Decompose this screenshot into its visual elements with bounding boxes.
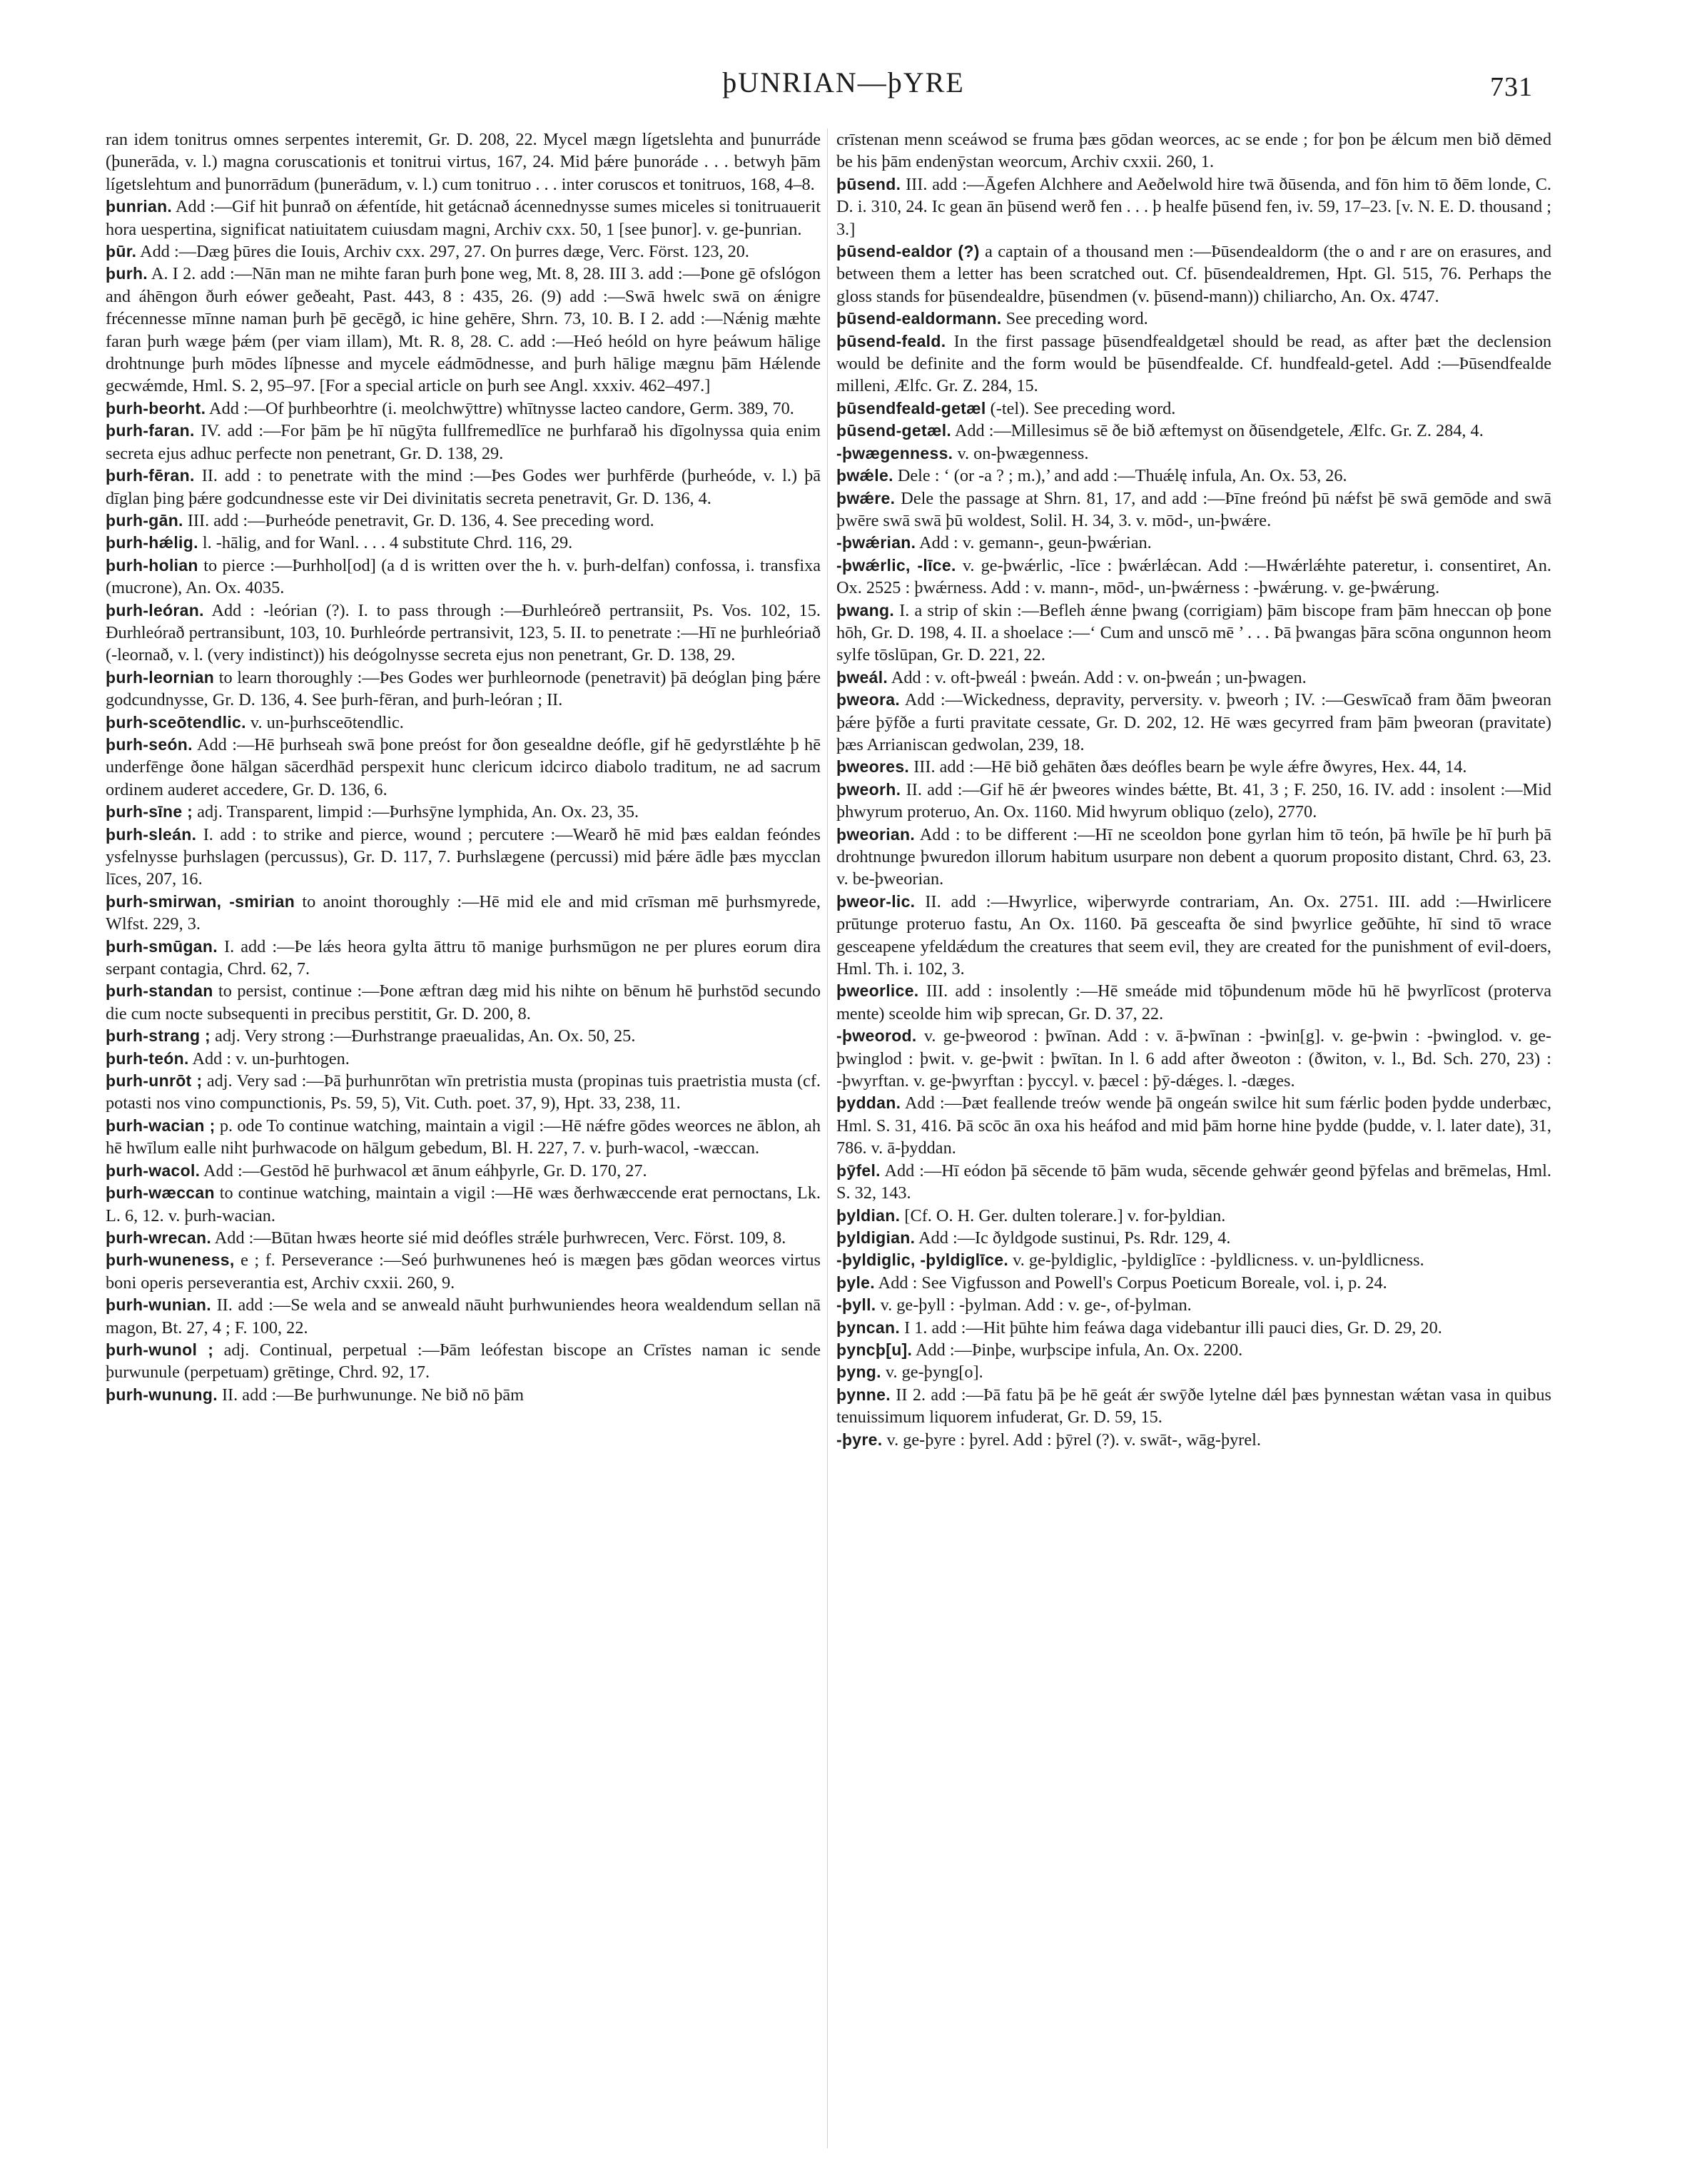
dictionary-entry: [836, 330, 1551, 398]
entry-headword: þweorh.: [836, 779, 901, 799]
dictionary-entry: [836, 420, 1551, 442]
entry-headword: þwǽle.: [836, 466, 893, 485]
entry-text: Dele : ‘ (or -a ? ; m.),’ and add :—Thuǽlę infula, An. Ox. 53, 26.: [897, 466, 1347, 486]
entry-headword: þwǽre.: [836, 488, 896, 507]
entry-headword: þyle.: [836, 1273, 875, 1292]
entry-headword: þwang.: [836, 600, 895, 620]
dictionary-entry: [106, 1339, 821, 1384]
entry-text: Add :—Hē þurhseah swā þone preóst for ðon gesealdne deófle, gif hē gedyrstlǽhte þ hē underfēnge ðone hālgan sācerdhād perspexit hunc clericum idcirco diabolo traditum, ne ad sacrum ordinem auderet accedere, Gr. D. 136, 6.: [106, 734, 821, 799]
entry-headword: þurh-smūgan.: [106, 936, 218, 956]
dictionary-entry: [836, 1272, 1551, 1294]
entry-text: v. ge-þyng[o].: [885, 1363, 983, 1382]
dictionary-entry: [836, 1025, 1551, 1092]
dictionary-entry: [836, 980, 1551, 1025]
entry-headword: þunrian.: [106, 197, 173, 216]
entry-text: Add :—Gif hit þunrað on ǽfentíde, hit getácnað ácennednysse sumes miceles si tonitruauerit hora uespertina, significat natiuitatem cuiusdam magni, Archiv cxx. 50, 1 [see þunor]. v. ge-þunrian.: [106, 197, 821, 239]
entry-text: (-tel). See preceding word.: [990, 398, 1176, 418]
dictionary-entry: [106, 1025, 821, 1047]
entry-text: II. add :—Se wela and se anweald nāuht þurhwuniendes heora wealdendum sellan nā magon, Bt. 27, 4 ; F. 100, 22.: [106, 1295, 821, 1338]
entry-headword: þurh-leornian: [106, 667, 215, 687]
dictionary-entry: [106, 398, 821, 420]
entry-headword: þurh-fēran.: [106, 466, 195, 485]
entry-headword: þurh-faran.: [106, 421, 195, 440]
dictionary-entry: [106, 936, 821, 981]
dictionary-entry: [106, 712, 821, 734]
entry-text: II 2. add :—Þā fatu þā þe hē geát ǽr swȳðe lytelne dǽl þæs þynnestan wǽtan vasa in quibus tenuissimum liquorem infuderat, Gr. D. 59, 15.: [836, 1385, 1551, 1427]
dictionary-entry: [836, 1092, 1551, 1159]
entry-text: Add : -leórian (?). I. to pass through :—Ðurhleóreð pertransiit, Ps. Vos. 102, 15. Ðurhleórað pertransibunt, 103, 10. Þurhleórde pertransivit, 123, 5. II. to penetrate :—Hī ne þurhleóriað (-leornað, v. l. (very indistinct)) his deógolnysse secreta ejus non penetrant, Gr. D. 138, 29.: [106, 600, 821, 665]
entry-text: v. on-þwægenness.: [957, 443, 1089, 463]
dictionary-entry: [836, 1339, 1551, 1361]
entry-text: II. add :—Be þurhwununge. Ne bið nō þām: [221, 1385, 525, 1405]
entry-headword: -þwǽrian.: [836, 533, 916, 552]
running-head: þUNRIAN—þYRE: [722, 66, 965, 98]
dictionary-entry: [836, 128, 1551, 173]
dictionary-entry: [836, 1160, 1551, 1205]
entry-text: Add : v. gemann-, geun-þwǽrian.: [919, 533, 1152, 553]
entry-headword: þurh-wacian ;: [106, 1116, 216, 1135]
entry-headword: þurh-sleán.: [106, 824, 197, 844]
dictionary-entry: [836, 1384, 1551, 1429]
entry-headword: þurh-sceōtendlic.: [106, 712, 246, 732]
dictionary-entry: [836, 824, 1551, 891]
entry-headword: þurh-beorht.: [106, 398, 206, 418]
entry-text: Add :—Wickedness, depravity, perversity. v. þweorh ; IV. :—Geswīcað fram ðām þweoran þǽre þȳfðe a furti pravitate cessate, Gr. D. 202, 12. Hē wæs gecyrred fram þām þweoran (pravitate) þæs Arrianiscan gedwolan, 239, 18.: [836, 690, 1551, 754]
entry-text: I. add :—Þe lǽs heora gylta āttru tō manige þurhsmūgon ne per plures eorum dira serpant contagia, Chrd. 62, 7.: [106, 936, 821, 979]
entry-text: See preceding word.: [1005, 309, 1148, 329]
entry-text: crīstenan menn sceáwod se fruma þæs gōdan weorces, ac se ende ; for þon þe ǽlcum men bið dēmed be his þām endenȳstan weorcum, Archiv cxxii. 260, 1.: [836, 130, 1551, 172]
entry-headword: þurh-wunian.: [106, 1295, 211, 1315]
entry-text: to continue watching, maintain a vigil :—Hē wæs ðerhwæccende erat pernoctans, Lk. L. 6, 12. v. þurh-wacian.: [106, 1183, 821, 1225]
entry-text: Add :—Dæg þūres die Iouis, Archiv cxx. 297, 27. On þurres dæge, Verc. Först. 123, 20.: [140, 242, 750, 262]
entry-text: v. un-þurhsceōtendlic.: [250, 712, 404, 732]
entry-headword: þweorian.: [836, 824, 916, 844]
entry-text: II. add :—Hwyrlice, wiþerwyrde contrariam, An. Ox. 2751. III. add :—Hwirlicere prūtunge proteruo fastu, An Ox. 1160. Þā gesceafta ðe sind þwyrlice geðūhte, hī sind tō wrace gesceapene yfeldǽdum the creatures that seem evil, they are created for the punishment of evil-doers, Hml. Th. i. 102, 3.: [836, 891, 1551, 979]
entry-text: Add :—Gestōd hē þurhwacol æt ānum eáhþyrle, Gr. D. 170, 27.: [203, 1161, 647, 1181]
dictionary-entry: [106, 465, 821, 510]
dictionary-entry: [106, 1160, 821, 1182]
entry-headword: þweál.: [836, 667, 888, 687]
entry-text: Add : v. un-þurhtogen.: [192, 1048, 350, 1068]
entry-headword: þurh-leóran.: [106, 600, 204, 620]
dictionary-entry: [106, 1249, 821, 1294]
entry-text: to persist, continue :—Þone æftran dæg mid his nihte on bēnum hē þurhstōd secundo die cum nocte subsequenti in precibus perstitit, Gr. D. 200, 8.: [106, 981, 821, 1023]
dictionary-entry: [106, 801, 821, 823]
entry-text: Dele the passage at Shrn. 81, 17, and add :—Þīne freónd þū nǽfst þē swā gemōde and swā þwēre swā swā þū woldest, Solil. H. 34, 3. v. mōd-, un-þwǽre.: [836, 488, 1551, 530]
entry-headword: þurh.: [106, 264, 148, 283]
entry-text: Add : to be different :—Hī ne sceoldon þone gyrlan him tō teón, þā hwīle þe hī þurh þā drohtnunge þwuredon illorum habitum usurpare non debent a quorum proposito distant, Chrd. 63, 23. v. be-þweorian.: [836, 824, 1551, 889]
dictionary-entry: [106, 241, 821, 263]
entry-headword: -þyre.: [836, 1430, 883, 1449]
entry-text: Add :—Millesimus sē ðe bið æftemyst on ðūsendgetele, Ælfc. Gr. Z. 284, 4.: [954, 421, 1484, 441]
dictionary-entry: [836, 689, 1551, 756]
dictionary-entry: [836, 1361, 1551, 1383]
entry-headword: þūsend.: [836, 174, 901, 193]
entry-headword: þyldian.: [836, 1205, 901, 1225]
dictionary-entry: [836, 1317, 1551, 1339]
dictionary-entry: [106, 980, 821, 1025]
entry-text: III. add :—Hē bið gehāten ðæs deófles bearn þe wyle ǽfre ðwyres, Hex. 44, 14.: [913, 757, 1467, 777]
entry-text: adj. Continual, perpetual :—Þām leófestan biscope an Crīstes naman ic sende þurwunule (perpetuam) grētinge, Chrd. 92, 17.: [106, 1340, 821, 1382]
entry-headword: þūsend-ealdormann.: [836, 309, 1002, 328]
entry-headword: -þwǽrlic, -līce.: [836, 555, 956, 575]
entry-text: adj. Transparent, limpid :—Þurhsȳne lymphida, An. Ox. 23, 35.: [197, 802, 639, 822]
dictionary-entry: [106, 824, 821, 891]
entry-headword: -þyldiglic, -þyldiglīce.: [836, 1250, 1009, 1270]
dictionary-entry: [836, 1227, 1551, 1249]
entry-headword: þurh-strang ;: [106, 1026, 211, 1046]
entry-headword: þurh-smirwan, -smirian: [106, 891, 295, 911]
dictionary-entry: [106, 555, 821, 600]
entry-text: III. add :—Þurheóde penetravit, Gr. D. 136, 4. See preceding word.: [187, 510, 654, 530]
dictionary-entry: [106, 263, 821, 397]
entry-headword: þurh-standan: [106, 981, 213, 1001]
entry-headword: þurh-wrecan.: [106, 1228, 212, 1247]
entry-headword: þyncan.: [836, 1318, 901, 1337]
dictionary-entry: [106, 1227, 821, 1249]
entry-headword: þūsend-feald.: [836, 331, 946, 350]
dictionary-entry: [836, 1429, 1551, 1451]
dictionary-entry: [106, 1294, 821, 1339]
entry-text: p. ode To continue watching, maintain a vigil :—Hē nǽfre gōdes weorces ne āblon, ah hē hwīlum ealle niht þurhwacode on hālgum gebedum, Bl. H. 227, 7. v. þurh-wacol, -wæccan.: [106, 1116, 821, 1158]
left-column: [106, 128, 821, 2155]
entry-headword: þūsend-ealdor (?): [836, 242, 980, 261]
dictionary-entry: [836, 443, 1551, 465]
entry-headword: þurh-sīne ;: [106, 802, 193, 821]
entry-text: v. ge-þyre : þyrel. Add : þȳrel (?). v. swāt-, wāg-þyrel.: [886, 1430, 1261, 1450]
dictionary-entry: [836, 532, 1551, 554]
entry-text: II. add :—Gif hē ǽr þweores windes bǽtte, Bt. 41, 3 ; F. 250, 16. IV. add : insolent :—Mid þhwyrum proteruo, An. Ox. 1160. Mid hwyrum obliquo (zelo), 2770.: [836, 779, 1551, 822]
entry-text: Add :—Hī eódon þā sēcende tō þām wuda, sēcende gehwǽr geond þȳfelas and brēmelas, Hml. S. 32, 143.: [836, 1161, 1551, 1203]
dictionary-entry: [836, 487, 1551, 532]
dictionary-entry: [106, 1384, 821, 1406]
dictionary-entry: [836, 173, 1551, 241]
entry-headword: þūsendfeald-getæl: [836, 398, 986, 418]
column-divider: [827, 128, 828, 2148]
entry-text: v. ge-þwǽrlic, -līce : þwǽrlǽcan. Add :—Hwǽrlǽhte pateretur, i. consentiret, An. Ox. 2525 : þwǽrness. Add : v. mann-, mōd-, un-þwǽrness : -þwǽrung. v. ge-þwǽrung.: [836, 555, 1551, 598]
entry-text: A. I 2. add :—Nān man ne mihte faran þurh þone weg, Mt. 8, 28. III 3. add :—Þone gē ofslógon and áhēngon ðurh eówer geðeaht, Past. 443, 8 : 435, 26. (9) add :—Swā hwelc swā on ǽnigre frécennesse mīnne naman þurh þē gecēgð, ic hine gehēre, Shrn. 73, 10. B. I 2. add :—Nǽnig mæhte faran þurh wæge þǽm (per viam illam), Mt. R. 8, 28. C. add :—Heó heóld on hyre þeáwum hālige drohtnunge þurh mōdes líþnesse and mycele eádmōdnesse, and þurh hālige mægnu þām Hǽlende gecwǽmde, Hml. S. 2, 95–97. [For a special article on þurh see Angl. xxxiv. 462–497.]: [106, 264, 821, 396]
dictionary-entry: [106, 1182, 821, 1227]
dictionary-entry: [106, 1115, 821, 1160]
entry-text: II. add : to penetrate with the mind :—Þes Godes wer þurhfērde (þurheóde, v. l.) þā dīglan þing þǽre godcundnesse este vir Dei divinitatis secreta penetravit, Gr. D. 136, 4.: [106, 466, 821, 508]
dictionary-entry: [106, 600, 821, 667]
entry-headword: þurh-unrōt ;: [106, 1071, 203, 1091]
dictionary-entry: [836, 241, 1551, 308]
entry-text: ran idem tonitrus omnes serpentes interemit, Gr. D. 208, 22. Mycel mægn lígetslehta and þunurráde (þunerāda, v. l.) magna coruscationis et tonitrui virtus, 167, 24. Mid þǽre þunoráde . . . betwyh þām lígetslehtum and þunorrādum (þunerādum, v. l.) cum tonitruo . . . inter coruscos et tonitruos, 168, 4–8.: [106, 130, 821, 194]
page-number: 731: [1490, 72, 1533, 102]
entry-text: to pierce :—Þurhhol[od] (a d is written over the h. v. þurh-delfan) confossa, i. transfixa (mucrone), An. Ox. 4035.: [106, 555, 821, 598]
dictionary-entry: [836, 1249, 1551, 1271]
entry-text: adj. Very strong :—Ðurhstrange praeualidas, An. Ox. 50, 25.: [215, 1026, 636, 1046]
dictionary-entry: [106, 1070, 821, 1115]
entry-text: I 1. add :—Hit þūhte him feáwa daga videbantur illi pauci dies, Gr. D. 29, 20.: [904, 1318, 1442, 1338]
dictionary-entry: [106, 1048, 821, 1070]
entry-headword: þynne.: [836, 1385, 891, 1404]
right-column: [836, 128, 1551, 2155]
dictionary-entry: [106, 667, 821, 712]
entry-text: [Cf. O. H. Ger. dulten tolerare.] v. for-þyldian.: [904, 1205, 1226, 1225]
entry-text: III. add :—Āgefen Alchhere and Aeðelwold hire twā ðūsenda, and fōn him tō ðēm londe, C. D. i. 310, 24. Ic gean ān þūsend werð fen . . . þ healfe þūsend fen, iv. 59, 17–23. [v. N. E. D. thousand ; 3.]: [836, 174, 1551, 239]
entry-text: v. ge-þyldiglic, -þyldiglīce : -þyldlicness. v. un-þyldlicness.: [1013, 1250, 1424, 1270]
entry-headword: þurh-wuneness,: [106, 1250, 235, 1270]
entry-headword: þyncþ[u].: [836, 1340, 913, 1359]
entry-headword: þurh-wæccan: [106, 1183, 215, 1203]
entry-headword: þurh-teón.: [106, 1048, 189, 1068]
entry-text: e ; f. Perseverance :—Seó þurhwunenes heó is mægen þæs gōdan weorces virtus boni operis perseverantia est, Archiv cxxii. 260, 9.: [106, 1250, 821, 1293]
entry-headword: þurh-wacol.: [106, 1161, 201, 1180]
dictionary-entry: [836, 398, 1551, 420]
entry-headword: þweora.: [836, 690, 901, 709]
entry-text: l. -hālig, and for Wanl. . . . 4 substitute Chrd. 116, 29.: [202, 533, 573, 553]
entry-headword: -þwægenness.: [836, 443, 953, 462]
dictionary-entry: [836, 555, 1551, 600]
entry-headword: -þweorod.: [836, 1026, 917, 1046]
entry-text: III. add : insolently :—Hē smeáde mid tōþundenum mōde hū hē þwyrlīcost (proterva mente) sceolde him wiþ sprecan, Gr. D. 37, 22.: [836, 981, 1551, 1023]
entry-headword: þweores.: [836, 757, 910, 777]
entry-headword: þyddan.: [836, 1093, 901, 1113]
entry-text: Add :—Ic ðyldgode sustinui, Ps. Rdr. 129, 4.: [918, 1228, 1231, 1248]
entry-text: Add :—Of þurhbeorhtre (i. meolchwȳttre) whītnysse lacteo candore, Germ. 389, 70.: [209, 398, 794, 418]
dictionary-entry: [836, 308, 1551, 330]
entry-headword: þyldigian.: [836, 1228, 916, 1247]
entry-text: Add :—Būtan hwæs heorte sié mid deófles strǽle þurhwrecen, Verc. Först. 109, 8.: [214, 1228, 786, 1248]
entry-headword: þȳfel.: [836, 1161, 881, 1180]
entry-text: IV. add :—For þām þe hī nūgȳta fullfremedlīce ne þurhfarað his dīgolnyssa quia enim secreta ejus adhuc perfecte non penetrant, Gr. D. 138, 29.: [106, 421, 821, 463]
entry-headword: þurh-holian: [106, 555, 198, 575]
entry-headword: þurh-wunung.: [106, 1385, 218, 1404]
entry-headword: þyng.: [836, 1363, 881, 1382]
entry-text: v. ge-þweorod : þwīnan. Add : v. ā-þwīnan : -þwin[g]. v. ge-þwin : -þwinglod. v. ge-þwinglod : þwit. v. ge-þwit : þwītan. In l. 6 add after ðweoton : (ðwiton, v. l., Bd. Sch. 270, 23) : -þwyrftan. v. ge-þwyrftan : þyccyl. v. þæcel : þȳ-dǽges. l. -dæges.: [836, 1026, 1551, 1091]
dictionary-entry: [106, 196, 821, 241]
dictionary-entry: [836, 756, 1551, 778]
entry-headword: þweorlice.: [836, 981, 919, 1001]
entry-text: to anoint thoroughly :—Hē mid ele and mid crīsman mē þurhsmyrede, Wlfst. 229, 3.: [106, 891, 821, 934]
entry-headword: þurh-seón.: [106, 734, 193, 754]
entry-headword: þūsend-getæl.: [836, 421, 952, 440]
entry-text: adj. Very sad :—Þā þurhunrōtan wīn pretristia musta (propinas tuis praetristia musta (cf. potasti nos vino compunctionis, Ps. 59, 5), Vit. Cuth. poet. 37, 9), Hpt. 33, 238, 11.: [106, 1071, 821, 1113]
dictionary-entry: [106, 532, 821, 554]
dictionary-entry: [836, 600, 1551, 667]
dictionary-entry: [106, 128, 821, 196]
entry-headword: þweor-lic.: [836, 891, 916, 911]
entry-text: I. add : to strike and pierce, wound ; percutere :—Wearð hē mid þæs ealdan feóndes ysfelnysse þurhslagen (percussus), Gr. D. 117, 7. Þurhslægene (percussi) mid þǽre ādle þæs mycclan līces, 207, 16.: [106, 824, 821, 889]
entry-text: Add :—Þinþe, wurþscipe infula, An. Ox. 2200.: [915, 1340, 1243, 1360]
entry-text: Add : See Vigfusson and Powell's Corpus Poeticum Boreale, vol. i, p. 24.: [878, 1273, 1387, 1293]
dictionary-entry: [836, 779, 1551, 824]
dictionary-entry: [836, 1294, 1551, 1316]
dictionary-entry: [836, 1205, 1551, 1227]
entry-headword: þurh-hǽlig.: [106, 533, 198, 552]
entry-headword: -þyll.: [836, 1295, 876, 1315]
dictionary-entry: [836, 667, 1551, 689]
entry-text: Add :—Þæt feallende treów wende þā ongeán swilce hit sum fǽrlic þoden þydde underbæc, Hml. S. 31, 416. Þā scōc ān oxa his heáfod and mid þām horne hine þydde (þudde, v. l. later date), 31, 786. v. ā-þyddan.: [836, 1093, 1551, 1158]
dictionary-entry: [106, 420, 821, 465]
entry-headword: þurh-wunol ;: [106, 1340, 214, 1359]
dictionary-entry: [106, 891, 821, 936]
entry-text: Add : v. oft-þweál : þweán. Add : v. on-þweán ; un-þwagen.: [891, 667, 1307, 687]
entry-text: to learn thoroughly :—Þes Godes wer þurhleornode (penetravit) þā deóglan þing þǽre godcundnysse, Gr. D. 136, 4. See þurh-fēran, and þurh-leóran ; II.: [106, 667, 821, 710]
dictionary-entry: [106, 734, 821, 801]
entry-text: In the first passage þūsendfealdgetæl should be read, as after þæt the declension would be definite and the form would be þūsendfealde. Cf. hundfeald-getel. Add :—Þūsendfealde milleni, Ælfc. Gr. Z. 284, 15.: [836, 331, 1551, 396]
entry-headword: þūr.: [106, 242, 137, 261]
entry-text: v. ge-þyll : -þylman. Add : v. ge-, of-þylman.: [880, 1295, 1192, 1315]
dictionary-entry: [836, 465, 1551, 487]
entry-headword: þurh-gān.: [106, 510, 183, 530]
entry-text: I. a strip of skin :—Befleh ǽnne þwang (corrigiam) þām biscope fram þām hneccan oþ þone hōh, Gr. D. 198, 4. II. a shoelace :—‘ Cum and unscō mē ’ . . . Þā þwangas þāra scōna ongunnon heom sylfe tōslūpan, Gr. D. 221, 22.: [836, 600, 1551, 665]
dictionary-entry: [836, 891, 1551, 981]
entry-text: a captain of a thousand men :—Þūsendealdorm (the o and r are on erasures, and between them a letter has been scratched out. Cf. þūsendealdremen, Hpt. Gl. 515, 76. Perhaps the gloss stands for þūsendealdre, þūsendmen (v. þūsend-mann)) chiliarcho, An. Ox. 4747.: [836, 242, 1551, 306]
dictionary-entry: [106, 510, 821, 532]
